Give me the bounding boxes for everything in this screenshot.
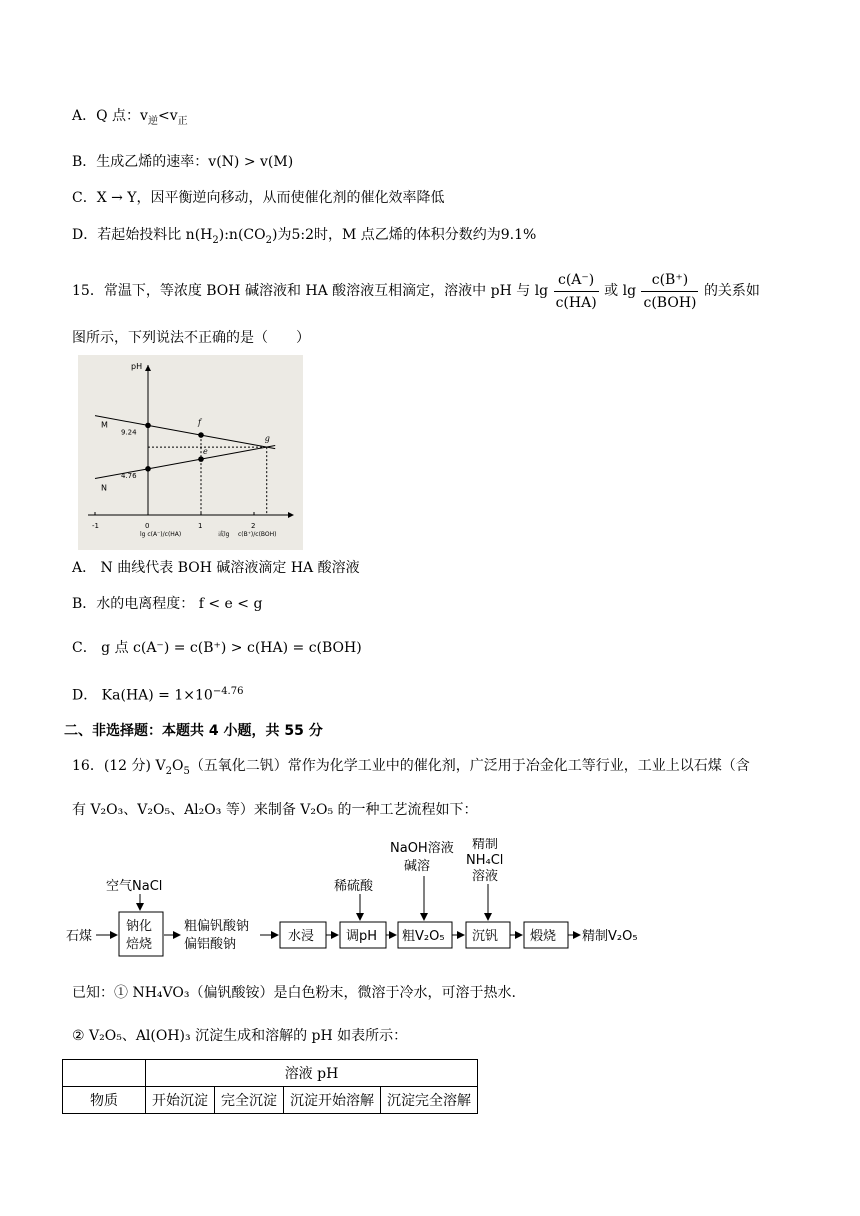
flow-reagent-5-line1: 精制 (472, 838, 499, 852)
q16-stem-line1: 16．(12 分) $V_2O_5$（五氧化二钒）常作为化学工业中的催化剂，广泛用于冶金化工等行业，工业上以石煤（含 (72, 758, 750, 777)
x-tick-label: -1 (92, 522, 99, 530)
q15-option-a: A． N 曲线代表 BOH 碱溶液滴定 HA 酸溶液 (72, 560, 360, 576)
section-heading: 二、非选择题：本题共 4 小题，共 55 分 (64, 723, 323, 739)
flow-reagent-5-line2: NH₄Cl (466, 853, 504, 868)
series-label-m: M (101, 420, 108, 430)
flow-reagent-3: 稀硫酸 (334, 879, 374, 894)
y-tick-label: 4.76 (121, 471, 137, 480)
flow-product-1-line2: 偏铝酸钠 (184, 937, 237, 952)
flow-box-4: 粗V₂O₅ (402, 929, 445, 944)
known-2: ② V₂O₅、Al(OH)₃ 沉淀生成和溶解的 pH 如表所示： (72, 1028, 408, 1044)
point-m-intercept (145, 423, 151, 429)
flow-box-1-line2: 焙烧 (126, 937, 153, 952)
flow-box-1-line1: 钠化 (126, 919, 153, 934)
q15-option-c: C． g 点 c(A⁻) = c(B⁺) > c(HA) = c(BOH) (72, 640, 362, 656)
point-label-f: f (198, 418, 201, 428)
q15-stem: 15．常温下，等浓度 BOH 碱溶液和 HA 酸溶液互相滴定，溶液中 pH 与 lg $\frac{c(A^-)}{c(HA)}$ 或 lg $\frac{c(B^+)}{\text{c(BOH)}}$ 的关系如 (72, 271, 760, 311)
table-row (63, 1060, 478, 1087)
table-cell: 开始沉淀 (146, 1087, 215, 1114)
point-label-e: e (203, 447, 208, 457)
flow-end: 精制V₂O₅ (582, 929, 638, 944)
table-cell: 完全沉淀 (215, 1087, 284, 1114)
flow-reagent-4-line2: 碱溶 (404, 859, 431, 874)
point-e (198, 456, 204, 462)
table-cell (63, 1060, 146, 1087)
x-axis-label-a: lg c(A⁻)/c(HA) (140, 531, 182, 538)
flow-reagent-5-line3: 溶液 (472, 869, 499, 884)
q15-fraction-1: $\frac{c(A^-)}{c(HA)}$ (555, 271, 597, 311)
q15-option-b: B．水的电离程度： f < e < g (72, 596, 263, 612)
point-f (198, 432, 204, 438)
flow-box-2: 水浸 (288, 929, 315, 944)
x-tick-label: 1 (198, 522, 203, 530)
table-header-span: 溶液 pH (146, 1060, 478, 1087)
q15-fraction-2: $\frac{c(B^+)}{\text{c(BOH)}}$ (643, 271, 697, 311)
q14-option-a: A．Q 点：$v_逆<v_正$ (72, 108, 188, 127)
q14-option-b: B．生成乙烯的速率：v(N) > v(M) (72, 154, 294, 170)
flow-start: 石煤 (66, 929, 93, 944)
flow-box-3: 调pH (346, 929, 378, 944)
known-1: 已知：① NH₄VO₃（偏钒酸铵）是白色粉末，微溶于冷水，可溶于热水. (72, 985, 516, 1001)
x-axis-label-b: c(B⁺)/c(BOH) (238, 531, 277, 538)
flow-product-1-line1: 粗偏钒酸钠 (184, 919, 250, 934)
x-tick-label: 2 (251, 522, 256, 530)
flow-box-6: 煅烧 (530, 929, 557, 944)
table-cell: 沉淀完全溶解 (381, 1087, 478, 1114)
chart-background (78, 355, 303, 550)
series-label-n: N (101, 483, 107, 493)
process-flow-diagram (64, 838, 654, 963)
y-tick-label: 9.24 (121, 428, 137, 437)
point-n-intercept (145, 466, 151, 472)
flow-box-5: 沉钒 (472, 929, 499, 944)
y-axis-label: pH (131, 362, 143, 371)
table-cell: 沉淀开始溶解 (284, 1087, 381, 1114)
flow-reagent-4-line1: NaOH溶液 (390, 841, 454, 856)
ph-table (62, 1059, 478, 1114)
q16-stem-line2: 有 V₂O₃、V₂O₅、Al₂O₃ 等）来制备 V₂O₅ 的一种工艺流程如下： (72, 802, 478, 818)
flow-reagent-1: 空气NaCl (106, 879, 163, 894)
point-label-g: g (264, 434, 270, 444)
x-tick-label: 0 (145, 522, 150, 530)
ph-chart (78, 355, 303, 550)
q15-stem-cont: 图所示，下列说法不正确的是（ ） (72, 330, 310, 346)
q14-option-d: D．若起始投料比 $n(H_2):n(CO_2)$为5:2时，M 点乙烯的体积分数约为9.1% (72, 227, 537, 246)
table-cell: 物质 (63, 1087, 146, 1114)
table-row (63, 1087, 478, 1114)
q14-option-c: C．X → Y，因平衡逆向移动，从而使催化剂的催化效率降低 (72, 190, 445, 206)
x-axis-label-or: 或lg (218, 531, 230, 538)
q15-option-d: D． $Ka(HA) = 1\times 10^{-4.76}$ (72, 686, 244, 704)
